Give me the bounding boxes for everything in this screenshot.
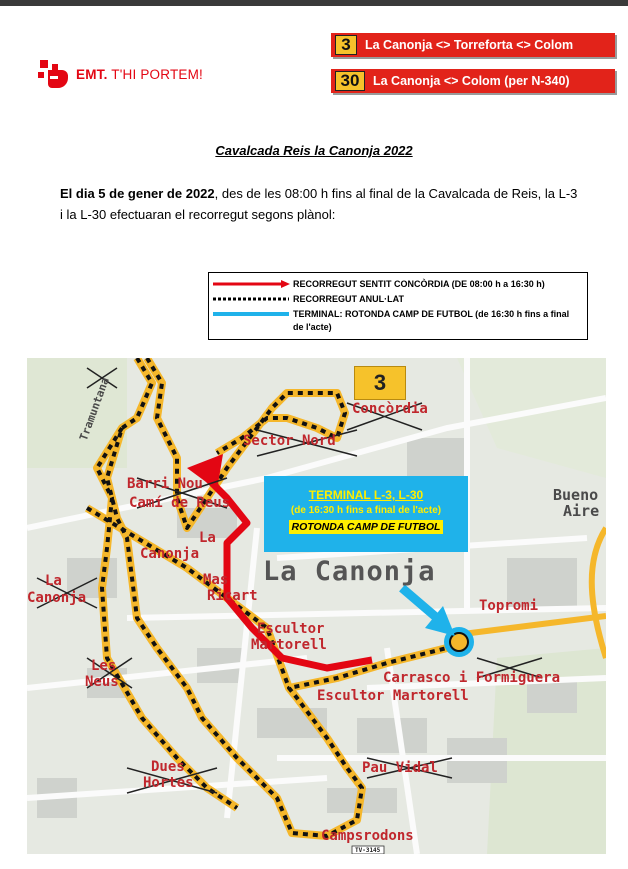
stop-mas-ricart: Ricart	[207, 588, 258, 604]
red-arrow-icon	[209, 278, 291, 290]
legend-item-terminal: TERMINAL: ROTONDA CAMP DE FUTBOL (de 16:30 h fins a final de l'acte)	[209, 308, 581, 334]
buenos-aires-label: Bueno	[553, 486, 599, 504]
terminal-place: ROTONDA CAMP DE FUTBOL	[289, 520, 444, 534]
line-3-badge	[331, 33, 615, 57]
terminal-callout	[264, 476, 468, 552]
blue-line-icon	[209, 308, 291, 320]
line-description: La Canonja <> Torreforta <> Colom	[365, 38, 574, 52]
road-code: TV-3145	[355, 847, 381, 854]
line-number: 3	[335, 35, 357, 55]
stop-concordia: Concòrdia	[352, 401, 428, 417]
legend-item-cancelled: RECORREGUT ANUL·LAT	[209, 293, 404, 306]
notice-paragraph: El dia 5 de gener de 2022, des de les 08:00 h fins al final de la Cavalcada de Reis, la L-3 i la L-30 efectuaran el recorregut segons plànol:	[60, 186, 578, 222]
stop-pau-vidal: Pau Vidal	[362, 760, 438, 776]
stop-mas-ricart: Mas	[203, 572, 229, 588]
route-map	[27, 358, 606, 854]
logo-text: EMT. T'HI PORTEM!	[76, 66, 204, 82]
line-number: 30	[335, 71, 365, 91]
stop-sector-nord: Sector Nord	[243, 433, 336, 449]
town-label: La Canonja	[263, 556, 436, 587]
terminal-title: TERMINAL L-3, L-30	[308, 488, 424, 502]
dotted-line-icon	[209, 293, 291, 305]
top-rule	[0, 0, 628, 6]
legend-item-detour: RECORREGUT SENTIT CONCÒRDIA (DE 08:00 h a 16:30 h)	[209, 278, 545, 291]
stop-carrasco: Carrasco i Formiguera	[383, 670, 561, 686]
stop-escultor: Escultor	[257, 621, 325, 637]
stop-les-neus: Neus	[85, 674, 119, 690]
buenos-aires-label: Aire	[563, 502, 600, 520]
line-description: La Canonja <> Colom (per N-340)	[373, 74, 570, 88]
stop-escultor-martorell: Escultor Martorell	[317, 688, 469, 704]
line-30-badge	[331, 69, 615, 93]
terminal-subtitle: (de 16:30 h fins a final de l'acte)	[290, 505, 442, 516]
stop-la-canonja-label: La	[199, 530, 216, 546]
emt-logo	[36, 58, 203, 90]
stop-campsrodons: Campsrodons	[321, 828, 414, 844]
stop-escultor: Martorell	[251, 637, 327, 653]
stop-cami-de-reus: Camí de Reus	[129, 495, 231, 511]
stop-topromi: Topromi	[479, 598, 539, 614]
document-title: Cavalcada Reis la Canonja 2022	[215, 143, 413, 158]
stop-dues-hortes: Dues	[151, 759, 185, 775]
stop-barri-nou: Barri Nou	[127, 476, 203, 492]
tramuntana-street-label: Tramuntana	[77, 375, 112, 443]
stop-la-canonja-west: La	[45, 573, 62, 589]
emt-logo-icon	[36, 58, 68, 90]
stop-la-canonja-west: Canonja	[27, 590, 87, 606]
stop-les-neus: Les	[91, 658, 117, 674]
stop-dues-hortes: Hortes	[143, 775, 194, 791]
stop-la-canonja-label: Canonja	[140, 546, 200, 562]
map-legend	[208, 272, 588, 340]
line-3-map-badge: 3	[354, 366, 406, 400]
